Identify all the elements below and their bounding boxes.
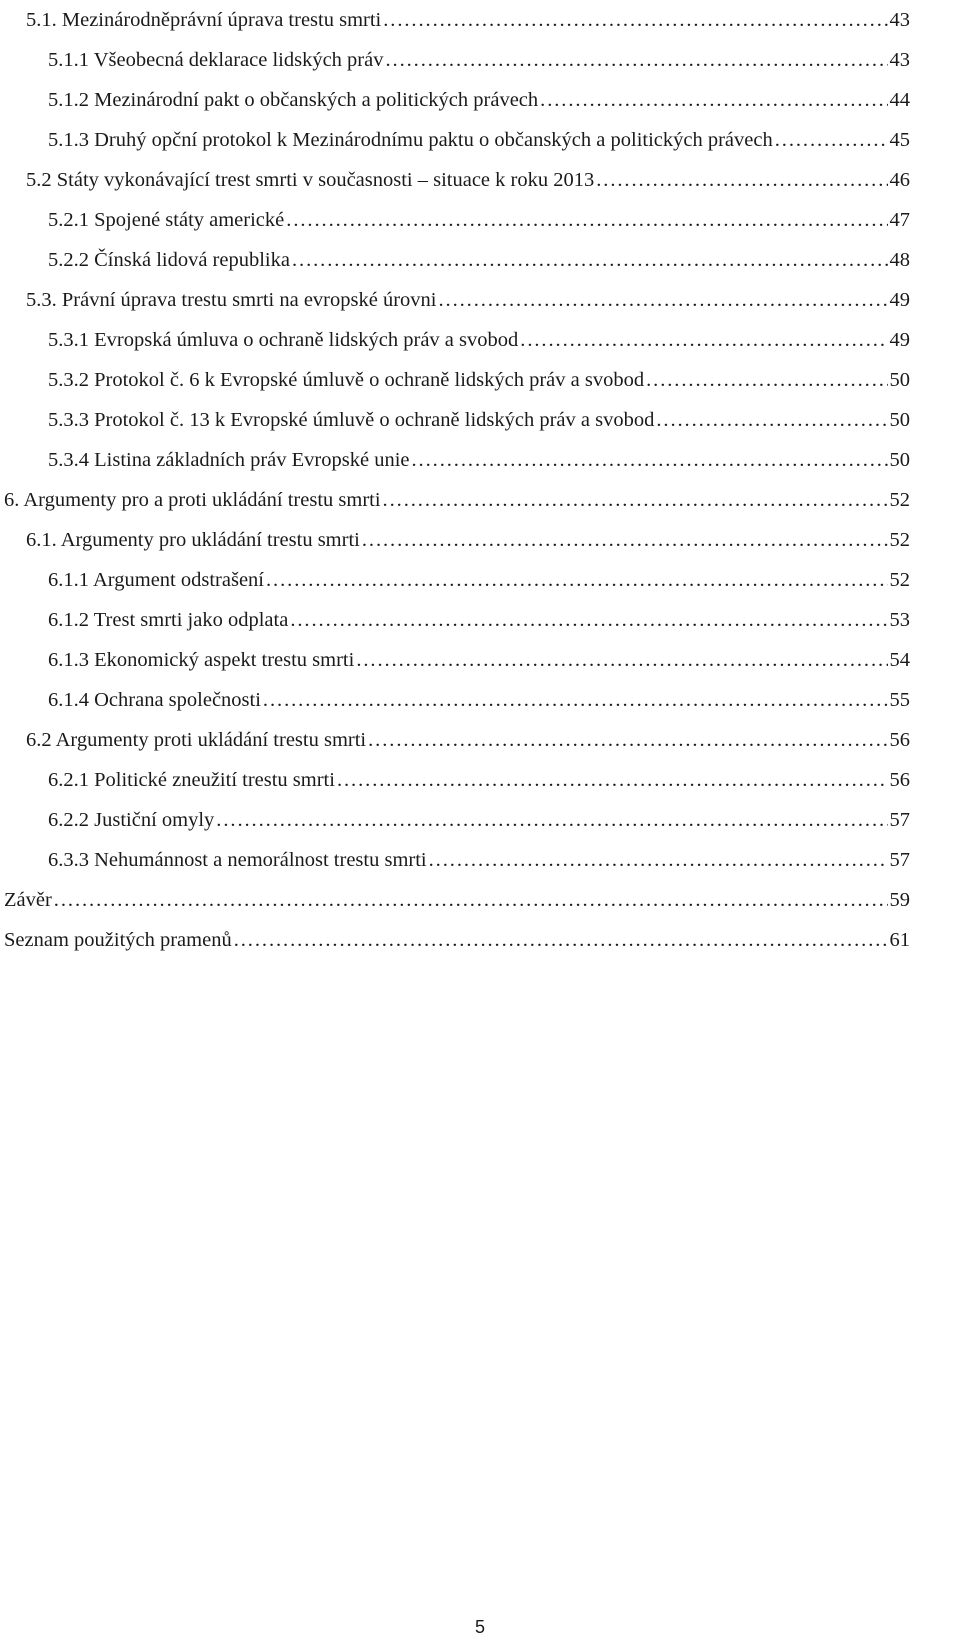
toc-entry-page: 52 — [889, 569, 910, 591]
toc-entry-title: 5.1. Mezinárodněprávní úprava trestu smrti — [26, 9, 382, 31]
toc-dot-leader — [385, 40, 887, 80]
toc-dot-leader — [286, 200, 887, 240]
toc-entry[interactable] — [48, 640, 910, 680]
toc-entry-page: 49 — [889, 289, 910, 311]
toc-entry-page: 43 — [889, 49, 910, 71]
toc-entry[interactable] — [48, 200, 910, 240]
toc-entry[interactable] — [48, 840, 910, 880]
toc-entry-page: 52 — [889, 489, 910, 511]
toc-dot-leader — [656, 400, 887, 440]
toc-entry-title: 6.1.2 Trest smrti jako odplata — [48, 609, 289, 631]
toc-entry-title: 5.3.1 Evropská úmluva o ochraně lidských práv a svobod — [48, 329, 519, 351]
toc-entry-page: 50 — [889, 369, 910, 391]
toc-entry-title: 5.2 Státy vykonávající trest smrti v současnosti – situace k roku 2013 — [26, 169, 595, 191]
toc-entry[interactable] — [4, 480, 910, 520]
toc-entry-title: 5.2.1 Spojené státy americké — [48, 209, 285, 231]
toc-entry[interactable] — [48, 400, 910, 440]
toc-entry-page: 55 — [889, 689, 910, 711]
toc-entry[interactable] — [48, 760, 910, 800]
toc-entry[interactable] — [48, 560, 910, 600]
toc-entry[interactable] — [48, 600, 910, 640]
toc-entry-title: 6.2.2 Justiční omyly — [48, 809, 215, 831]
toc-dot-leader — [292, 240, 888, 280]
toc-entry-page: 43 — [889, 9, 910, 31]
toc-entry-title: 6.1.4 Ochrana společnosti — [48, 689, 261, 711]
toc-entry-title: 5.1.2 Mezinárodní pakt o občanských a politických právech — [48, 89, 539, 111]
toc-dot-leader — [383, 0, 887, 40]
toc-dot-leader — [646, 360, 887, 400]
toc-entry[interactable] — [48, 240, 910, 280]
toc-entry[interactable] — [26, 0, 910, 40]
toc-entry-page: 50 — [889, 409, 910, 431]
toc-entry-title: 6.3.3 Nehumánnost a nemorálnost trestu smrti — [48, 849, 427, 871]
toc-entry[interactable] — [26, 160, 910, 200]
toc-entry[interactable] — [48, 800, 910, 840]
toc-dot-leader — [368, 720, 887, 760]
toc-entry-title: 5.3. Právní úprava trestu smrti na evropské úrovni — [26, 289, 437, 311]
toc-entry[interactable] — [48, 680, 910, 720]
toc-entry[interactable] — [4, 880, 910, 920]
toc-entry-page: 61 — [889, 929, 910, 951]
toc-entry-title: 6.2 Argumenty proti ukládání trestu smrti — [26, 729, 367, 751]
toc-entry-page: 49 — [889, 329, 910, 351]
toc-dot-leader — [596, 160, 887, 200]
toc-entry-page: 44 — [889, 89, 910, 111]
toc-entry[interactable] — [26, 280, 910, 320]
toc-entry-title: Seznam použitých pramenů — [4, 929, 232, 951]
toc-entry-page: 54 — [889, 649, 910, 671]
toc-entry[interactable] — [26, 520, 910, 560]
toc-entry-title: 6.1. Argumenty pro ukládání trestu smrti — [26, 529, 360, 551]
toc-entry-title: 6. Argumenty pro a proti ukládání trestu smrti — [4, 489, 381, 511]
toc-entry-page: 45 — [889, 129, 910, 151]
toc-entry-title: 5.3.2 Protokol č. 6 k Evropské úmluvě o ochraně lidských práv a svobod — [48, 369, 645, 391]
toc-dot-leader — [263, 680, 888, 720]
toc-entry-title: 5.1.1 Všeobecná deklarace lidských práv — [48, 49, 384, 71]
toc-dot-leader — [266, 560, 888, 600]
toc-entry-page: 53 — [889, 609, 910, 631]
toc-entry[interactable] — [48, 120, 910, 160]
toc-dot-leader — [290, 600, 887, 640]
toc-dot-leader — [216, 800, 887, 840]
toc-dot-leader — [520, 320, 887, 360]
toc-entry-page: 56 — [889, 729, 910, 751]
toc-dot-leader — [337, 760, 888, 800]
toc-entry-page: 50 — [889, 449, 910, 471]
toc-entry-title: Závěr — [4, 889, 52, 911]
toc-entry-page: 59 — [889, 889, 910, 911]
toc-entry-title: 6.2.1 Politické zneužití trestu smrti — [48, 769, 335, 791]
toc-entry-page: 46 — [889, 169, 910, 191]
toc-dot-leader — [540, 80, 887, 120]
toc-dot-leader — [438, 280, 887, 320]
toc-entry-page: 48 — [889, 249, 910, 271]
toc-entry-page: 57 — [889, 849, 910, 871]
toc-dot-leader — [362, 520, 888, 560]
toc-entry[interactable] — [4, 920, 910, 960]
page-number: 5 — [474, 1617, 485, 1637]
toc-dot-leader — [234, 920, 888, 960]
toc-entry-title: 5.2.2 Čínská lidová republika — [48, 249, 290, 271]
toc-dot-leader — [429, 840, 888, 880]
toc-entry[interactable] — [48, 40, 910, 80]
toc-entry-title: 6.1.1 Argument odstrašení — [48, 569, 264, 591]
toc-dot-leader — [356, 640, 887, 680]
toc-dot-leader — [383, 480, 888, 520]
toc-dot-leader — [54, 880, 888, 920]
toc-entry-title: 5.3.3 Protokol č. 13 k Evropské úmluvě o ochraně lidských práv a svobod — [48, 409, 655, 431]
toc-entry-page: 56 — [889, 769, 910, 791]
toc-entry-page: 57 — [889, 809, 910, 831]
toc-dot-leader — [412, 440, 888, 480]
toc-entry[interactable] — [48, 360, 910, 400]
toc-entry-title: 5.1.3 Druhý opční protokol k Mezinárodnímu paktu o občanských a politických právech — [48, 129, 773, 151]
toc-entry[interactable] — [48, 440, 910, 480]
toc-entry-page: 52 — [889, 529, 910, 551]
toc-entry-page: 47 — [889, 209, 910, 231]
toc-entry-title: 5.3.4 Listina základních práv Evropské unie — [48, 449, 410, 471]
toc-entry[interactable] — [48, 320, 910, 360]
toc-entry-title: 6.1.3 Ekonomický aspekt trestu smrti — [48, 649, 355, 671]
toc-dot-leader — [775, 120, 888, 160]
toc-entry[interactable] — [48, 80, 910, 120]
toc-entry[interactable] — [26, 720, 910, 760]
